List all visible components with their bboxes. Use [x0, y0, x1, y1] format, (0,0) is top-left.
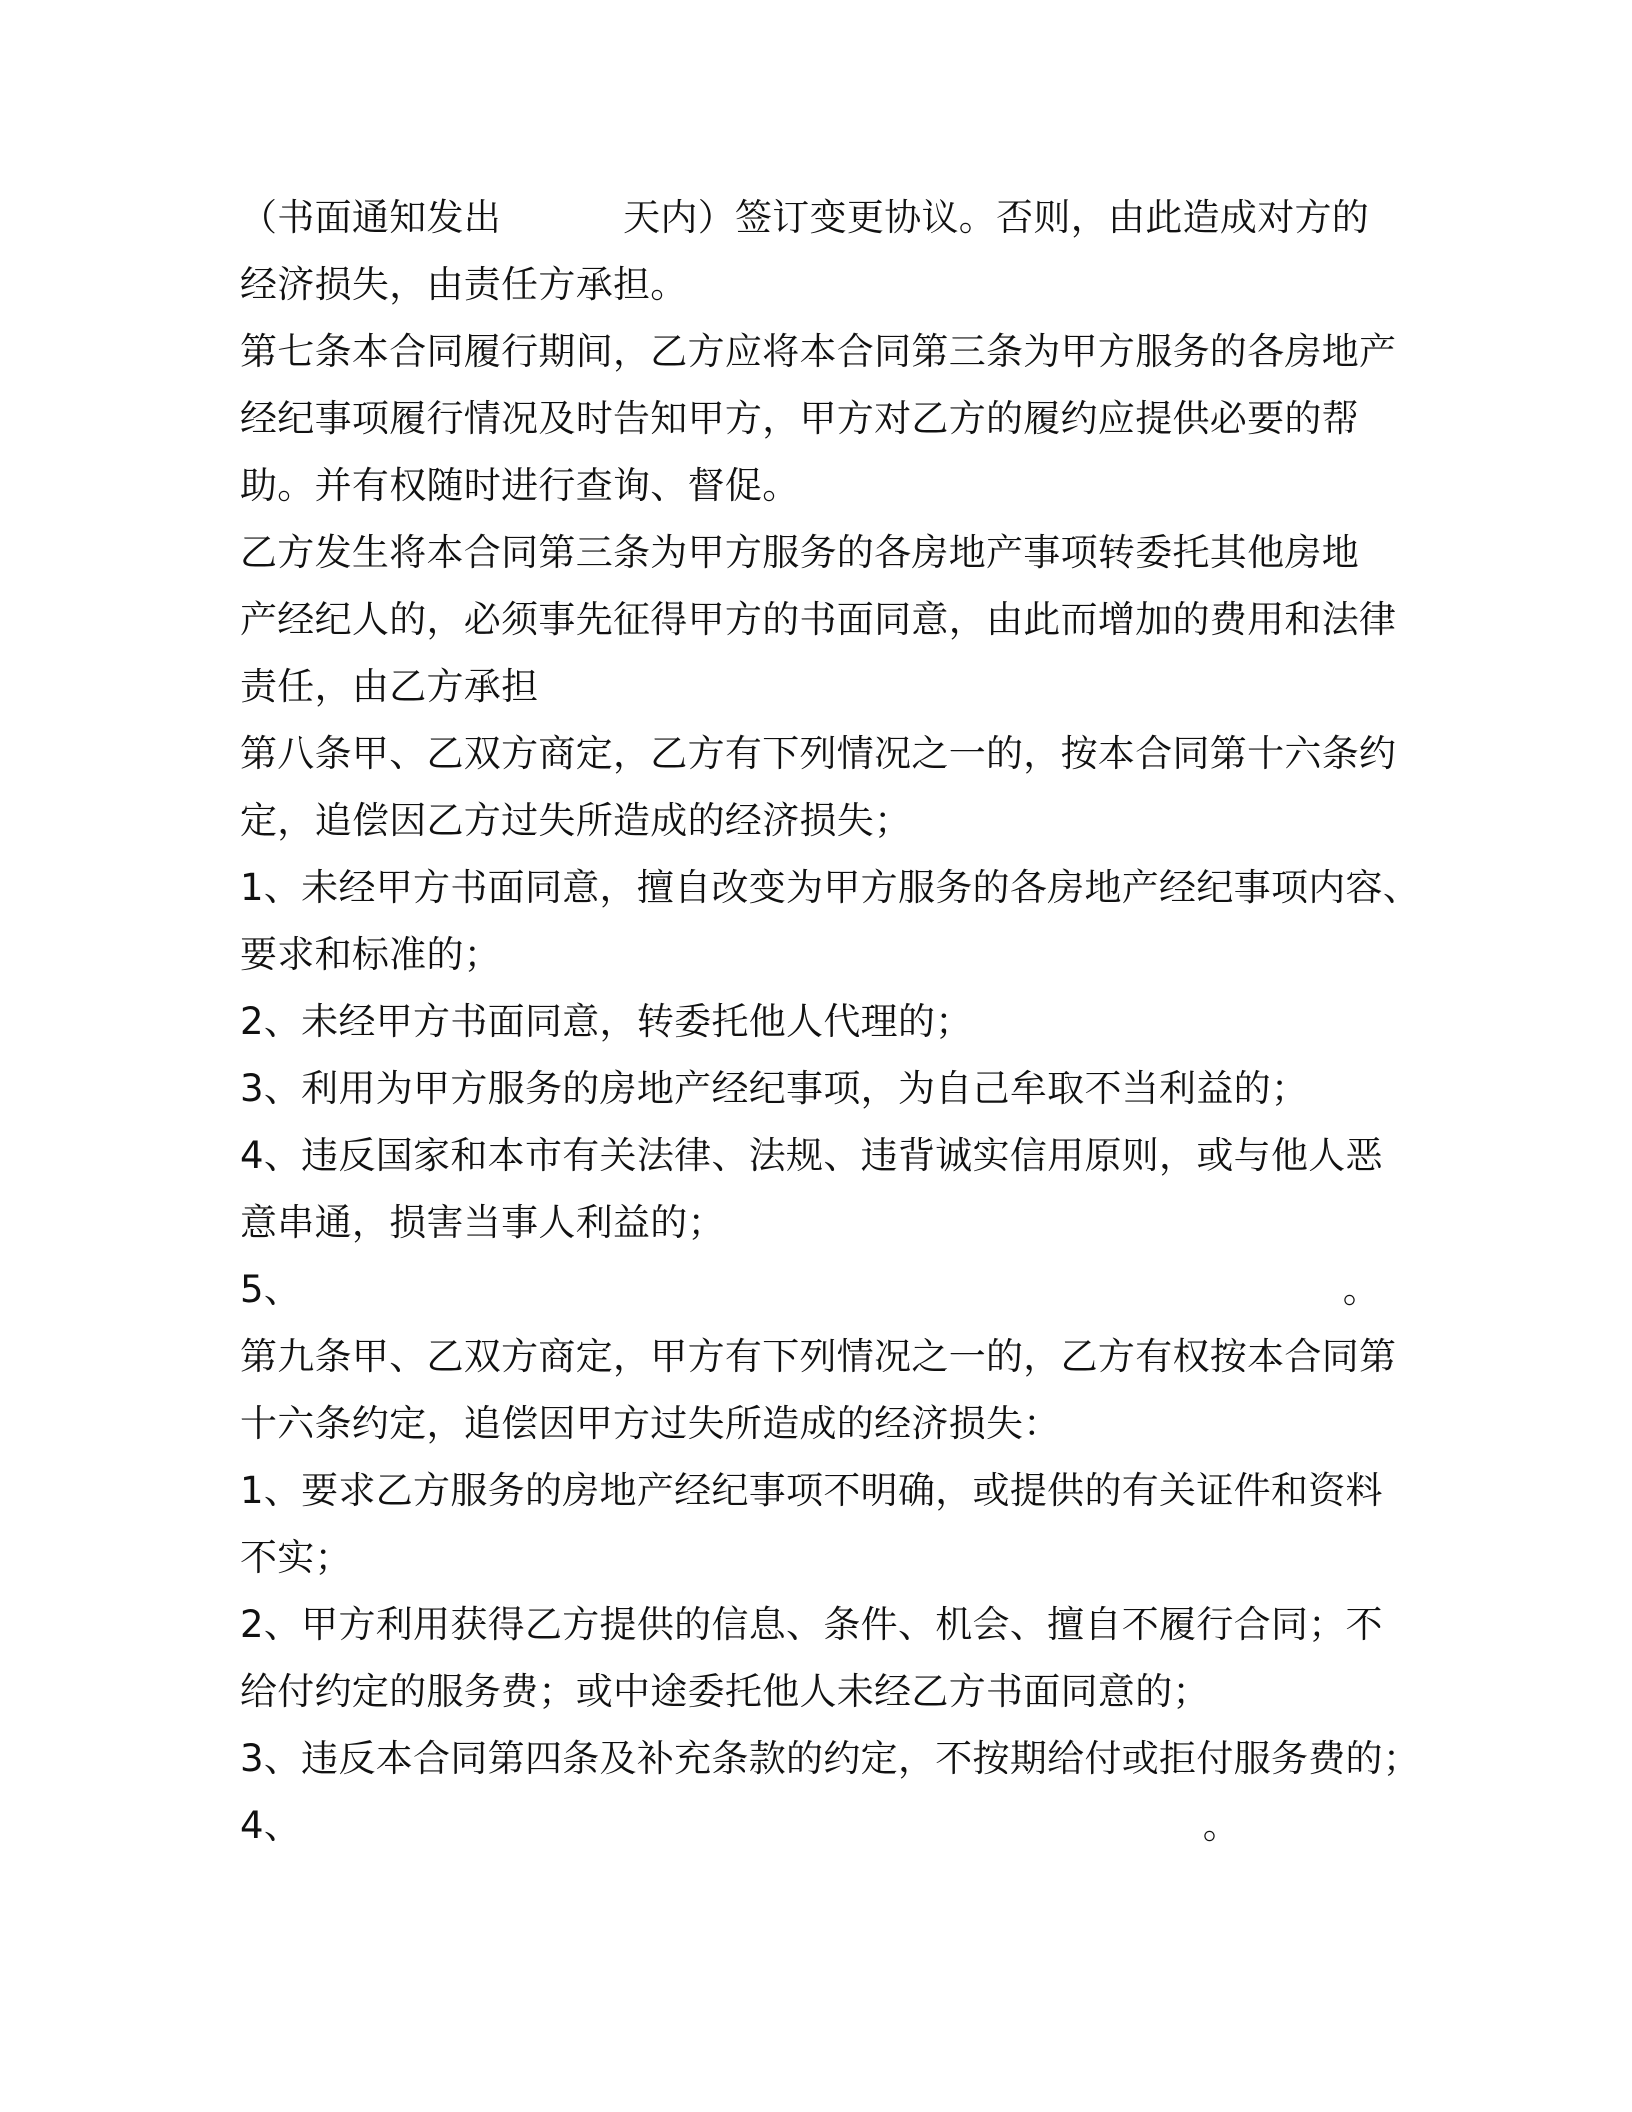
text-line [240, 184, 1400, 251]
text-line: 第七条本合同履行期间，乙方应将本合同第三条为甲方服务的各房地产 [240, 330, 1397, 373]
text-line: 产经纪人的，必须事先征得甲方的书面同意，由此而增加的费用和法律 [240, 598, 1397, 641]
text-line: 给付约定的服务费；或中途委托他人未经乙方书面同意的； [240, 1670, 1210, 1713]
text-line: 2、未经甲方书面同意，转委托他人代理的； [240, 1000, 973, 1043]
text-segment: （书面通知发出 [240, 196, 502, 239]
text-line: 乙方发生将本合同第三条为甲方服务的各房地产事项转委托其他房地 [240, 531, 1359, 574]
item-end-mark: 。 [1202, 1804, 1240, 1847]
item-number: 4、 [240, 1804, 302, 1847]
text-line: 3、违反本合同第四条及补充条款的约定，不按期给付或拒付服务费的； [240, 1737, 1421, 1780]
text-line: 经济损失，由责任方承担。 [240, 263, 688, 306]
text-line: 要求和标准的； [240, 933, 502, 976]
text-segment: 天内）签订变更协议。否则，由此造成对方的 [623, 196, 1370, 239]
text-line: 意串通，损害当事人利益的； [240, 1201, 725, 1244]
contract-text [240, 184, 1421, 1859]
text-line: 第九条甲、乙双方商定，甲方有下列情况之一的，乙方有权按本合同第 [240, 1335, 1397, 1378]
text-line: 不实； [240, 1536, 352, 1579]
text-line-blank-item [240, 1792, 1240, 1859]
text-line: 助。并有权随时进行查询、督促。 [240, 464, 800, 507]
text-line: 责任，由乙方承担 [240, 665, 539, 708]
text-line: 第八条甲、乙双方商定，乙方有下列情况之一的，按本合同第十六条约 [240, 732, 1397, 775]
text-line: 1、未经甲方书面同意，擅自改变为甲方服务的各房地产经纪事项内容、 [240, 866, 1421, 909]
text-line: 十六条约定，追偿因甲方过失所造成的经济损失： [240, 1402, 1061, 1445]
text-line: 3、利用为甲方服务的房地产经纪事项，为自己牟取不当利益的； [240, 1067, 1309, 1110]
text-line: 2、甲方利用获得乙方提供的信息、条件、机会、擅自不履行合同；不 [240, 1603, 1383, 1646]
text-line: 4、违反国家和本市有关法律、法规、违背诚实信用原则，或与他人恶 [240, 1134, 1383, 1177]
text-line: 1、要求乙方服务的房地产经纪事项不明确，或提供的有关证件和资料 [240, 1469, 1383, 1512]
item-end-mark: 。 [1342, 1268, 1380, 1311]
text-line-blank-item [240, 1256, 1380, 1323]
text-line: 经纪事项履行情况及时告知甲方，甲方对乙方的履约应提供必要的帮 [240, 397, 1359, 440]
text-line: 定，追偿因乙方过失所造成的经济损失； [240, 799, 912, 842]
item-number: 5、 [240, 1268, 302, 1311]
